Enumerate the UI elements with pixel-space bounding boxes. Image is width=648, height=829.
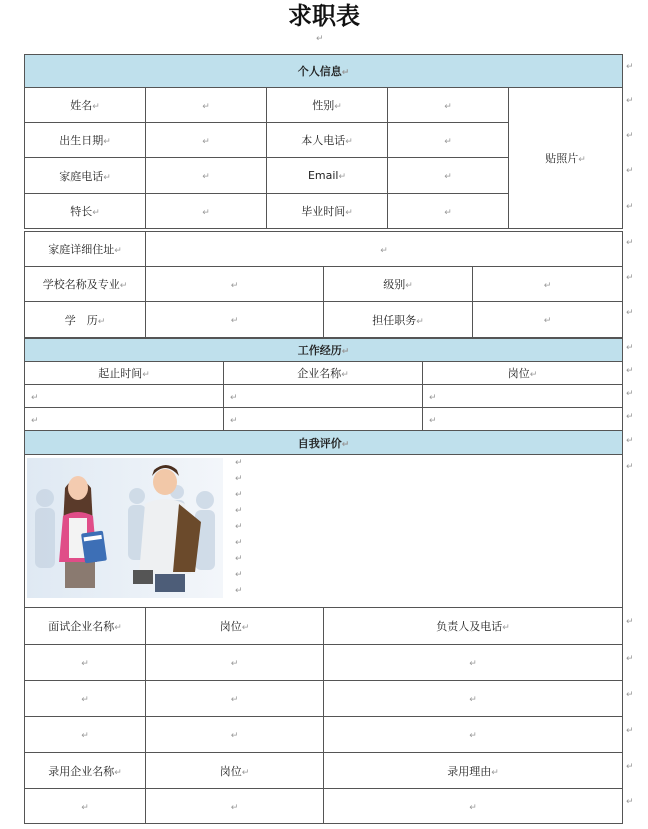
grad-time-field[interactable]: ↵: [388, 194, 509, 229]
hire-reason-header: 录用理由↵: [324, 753, 623, 789]
interview-contact-field[interactable]: ↵: [324, 681, 623, 717]
interview-position-field[interactable]: ↵: [146, 717, 324, 753]
interview-contact-header: 负责人及电话↵: [324, 608, 623, 645]
address-label: 家庭详细住址↵: [25, 232, 146, 267]
interview-company-header: 面试企业名称↵: [25, 608, 146, 645]
row-end-mark: ↵: [626, 797, 634, 807]
interview-position-field[interactable]: ↵: [146, 681, 324, 717]
row-end-mark: ↵: [626, 366, 634, 376]
interview-contact-field[interactable]: ↵: [324, 717, 623, 753]
work-time-field[interactable]: ↵: [25, 408, 224, 431]
education-label: 学 历↵: [25, 302, 146, 338]
interview-company-field[interactable]: ↵: [25, 645, 146, 681]
work-position-header: 岗位↵: [423, 362, 623, 385]
row-end-mark: ↵: [626, 131, 634, 141]
row-end-mark: ↵: [626, 462, 634, 472]
position-held-field[interactable]: ↵: [473, 302, 623, 338]
address-school-table: [24, 231, 623, 338]
education-field[interactable]: ↵: [146, 302, 324, 338]
school-field[interactable]: ↵: [146, 267, 324, 302]
level-field[interactable]: ↵: [473, 267, 623, 302]
email-label: Email↵: [267, 158, 388, 194]
address-field[interactable]: ↵: [146, 232, 623, 267]
position-held-label: 担任职务↵: [324, 302, 473, 338]
work-experience-header: 工作经历↵: [25, 339, 623, 362]
specialty-label: 特长↵: [25, 194, 146, 229]
work-time-header: 起止时间↵: [25, 362, 224, 385]
phone-field[interactable]: ↵: [388, 123, 509, 158]
work-position-field[interactable]: ↵: [423, 385, 623, 408]
row-end-mark: ↵: [626, 762, 634, 772]
home-phone-field[interactable]: ↵: [146, 158, 267, 194]
work-company-field[interactable]: ↵: [224, 408, 423, 431]
interview-company-field[interactable]: ↵: [25, 681, 146, 717]
work-time-field[interactable]: ↵: [25, 385, 224, 408]
hire-company-header: 录用企业名称↵: [25, 753, 146, 789]
name-field[interactable]: ↵: [146, 88, 267, 123]
gender-label: 性别↵: [267, 88, 388, 123]
hire-company-field[interactable]: ↵: [25, 789, 146, 824]
row-end-mark: ↵: [626, 343, 634, 353]
name-label: 姓名↵: [25, 88, 146, 123]
photo-slot[interactable]: 贴照片↵: [509, 88, 623, 229]
paragraph-marks-column: ↵ ↵ ↵ ↵ ↵ ↵ ↵ ↵ ↵: [235, 458, 243, 596]
email-field[interactable]: ↵: [388, 158, 509, 194]
self-evaluation-field[interactable]: [25, 455, 623, 608]
interview-position-header: 岗位↵: [146, 608, 324, 645]
row-end-mark: ↵: [626, 389, 634, 399]
phone-label: 本人电话↵: [267, 123, 388, 158]
interview-company-field[interactable]: ↵: [25, 717, 146, 753]
row-end-mark: ↵: [626, 273, 634, 283]
row-end-mark: ↵: [626, 166, 634, 176]
work-company-field[interactable]: ↵: [224, 385, 423, 408]
row-end-mark: ↵: [626, 308, 634, 318]
interview-position-field[interactable]: ↵: [146, 645, 324, 681]
personal-info-header: 个人信息↵: [25, 55, 623, 88]
level-label: 级别↵: [324, 267, 473, 302]
home-phone-label: 家庭电话↵: [25, 158, 146, 194]
row-end-mark: ↵: [626, 96, 634, 106]
row-end-mark: ↵: [626, 726, 634, 736]
personal-info-table: [24, 54, 623, 229]
specialty-field[interactable]: ↵: [146, 194, 267, 229]
row-end-mark: ↵: [626, 690, 634, 700]
row-end-mark: ↵: [626, 62, 634, 72]
hire-reason-field[interactable]: ↵: [324, 789, 623, 824]
row-end-mark: ↵: [626, 617, 634, 627]
form-title: 求职表: [288, 1, 360, 30]
row-end-mark: ↵: [626, 412, 634, 422]
interview-contact-field[interactable]: ↵: [324, 645, 623, 681]
birth-date-label: 出生日期↵: [25, 123, 146, 158]
work-experience-table: [24, 338, 623, 431]
row-end-mark: ↵: [626, 436, 634, 446]
job-seekers-illustration: [27, 458, 223, 598]
row-end-mark: ↵: [626, 238, 634, 248]
paragraph-mark: ↵: [316, 34, 324, 44]
school-label: 学校名称及专业↵: [25, 267, 146, 302]
interview-table: [24, 607, 623, 824]
self-evaluation-header: 自我评价↵: [25, 431, 623, 455]
work-position-field[interactable]: ↵: [423, 408, 623, 431]
grad-time-label: 毕业时间↵: [267, 194, 388, 229]
birth-date-field[interactable]: ↵: [146, 123, 267, 158]
hire-position-header: 岗位↵: [146, 753, 324, 789]
row-end-mark: ↵: [626, 202, 634, 212]
gender-field[interactable]: ↵: [388, 88, 509, 123]
hire-position-field[interactable]: ↵: [146, 789, 324, 824]
work-company-header: 企业名称↵: [224, 362, 423, 385]
row-end-mark: ↵: [626, 654, 634, 664]
self-evaluation-table: [24, 430, 623, 608]
